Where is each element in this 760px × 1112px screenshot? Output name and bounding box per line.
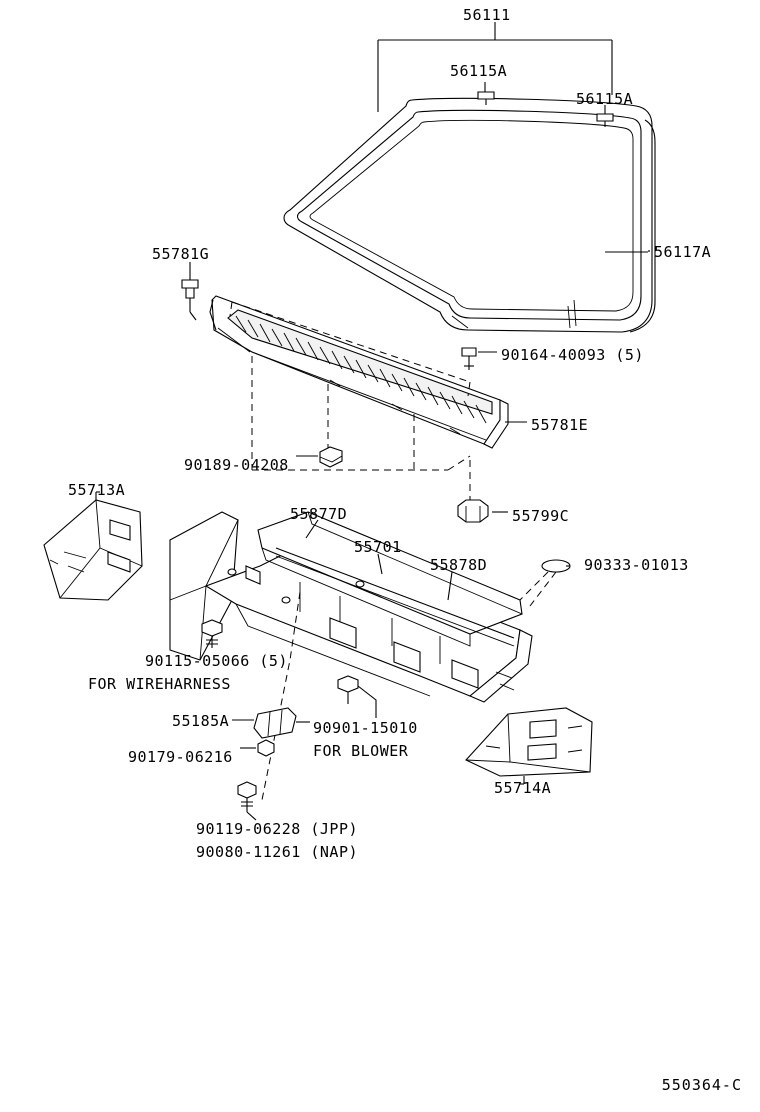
label-55185A: 55185A (172, 712, 230, 730)
label-55701: 55701 (354, 538, 402, 556)
label-90179: 90179-06216 (128, 748, 233, 766)
label-90189: 90189-04208 (184, 456, 289, 474)
label-90333: 90333-01013 (584, 556, 689, 574)
screw-55781G (182, 262, 198, 320)
label-90901: 90901-15010 (313, 719, 418, 737)
bracket-55713A (44, 492, 142, 600)
label-55799C: 55799C (512, 507, 570, 525)
label-90164: 90164-40093 (5) (501, 346, 644, 364)
label-55713A: 55713A (68, 481, 126, 499)
label-55877D: 55877D (290, 505, 348, 523)
bolt-90119 (238, 782, 256, 820)
label-90080: 90080-11261 (NAP) (196, 843, 359, 861)
label-90119: 90119-06228 (JPP) (196, 820, 359, 838)
label-56115A-right: 56115A (576, 90, 634, 108)
label-55781G: 55781G (152, 245, 210, 263)
windshield-glass (284, 98, 655, 332)
cowl-panel-55701 (170, 512, 532, 702)
label-56111: 56111 (463, 6, 511, 24)
label-for-blower: FOR BLOWER (313, 742, 409, 760)
label-55714A: 55714A (494, 779, 552, 797)
grommet-55799C (458, 500, 508, 522)
nut-90179 (240, 740, 274, 756)
grommet-90901 (338, 676, 376, 718)
plug-90333 (520, 560, 570, 606)
label-90115: 90115-05066 (5) (145, 652, 288, 670)
nut-90189 (296, 447, 342, 467)
bracket-55714A (466, 708, 592, 784)
label-for-wireharness: FOR WIREHARNESS (88, 675, 231, 693)
label-55781E: 55781E (531, 416, 589, 434)
clip-90164 (462, 348, 497, 370)
diagram-code: 550364-C (661, 1076, 742, 1094)
clip-55185A (232, 708, 310, 738)
label-56117A: 56117A (654, 243, 712, 261)
label-55878D: 55878D (430, 556, 488, 574)
label-56115A-left: 56115A (450, 62, 508, 80)
